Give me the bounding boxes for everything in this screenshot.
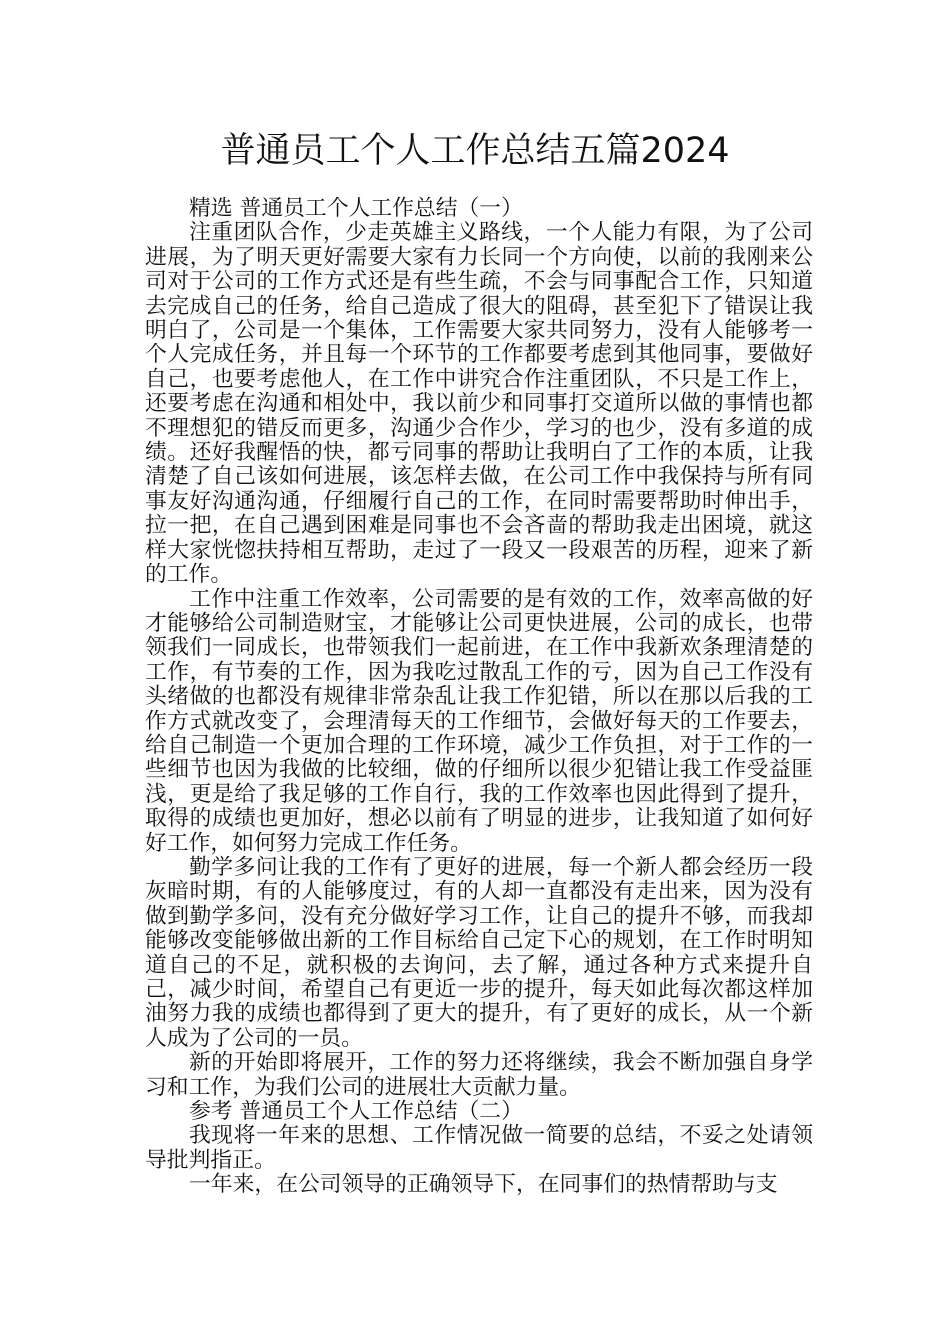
paragraph-teamwork: 注重团队合作，少走英雄主义路线，一个人能力有限，为了公司进展，为了明天更好需要大家有力长同一个方向使，以前的我刚来公司对于公司的工作方式还是有些生疏，不会与同事配合工作，只知道去完成自己的任务，给自己造成了很大的阻碍，甚至犯下了错误让我明白了，公司是一个集体，工作需要大家共同努力，没有人能够考一个人完成任务，并且每一个环节的工作都要考虑到其他同事，要做好自己，也要考虑他人，在工作中讲究合作注重团队，不只是工作上，还要考虑在沟通和相处中，我以前少和同事打交道所以做的事情也都不理想犯的错反而更多，沟通少合作少，学习的也少，没有多道的成绩。还好我醒悟的快，都亏同事的帮助让我明白了工作的本质，让我清楚了自己该如何进展，该怎样去做，在公司工作中我保持与所有同事友好沟通沟通，仔细履行自己的工作，在同时需要帮助时伸出手，拉一把，在自己遇到困难是同事也不会吝啬的帮助我走出困境，就这样大家恍惚扶持相互帮助，走过了一段又一段艰苦的历程，迎来了新的工作。 — [145, 220, 813, 588]
paragraph-new-start: 新的开始即将展开，工作的努力还将继续，我会不断加强自身学习和工作，为我们公司的进展壮大贡献力量。 — [145, 1050, 813, 1100]
paragraph-year-review: 一年来，在公司领导的正确领导下，在同事们的热情帮助与支 — [189, 1172, 778, 1198]
paragraph-learning: 勤学多问让我的工作有了更好的进展，每一个新人都会经历一段灰暗时期，有的人能够度过，有的人却一直都没有走出来，因为没有做到勤学多问，没有充分做好学习工作，让自己的提升不够，而我却能够改变能够做出新的工作目标给自己定下心的规划，在工作时明知道自己的不足，就积极的去询问，去了解，通过各种方式来提升自己，减少时间，希望自己有更近一步的提升，每天如此每次都这样加油努力我的成绩也都得到了更大的提升，有了更好的成长，从一个新人成为了公司的一员。 — [145, 854, 813, 1051]
paragraph-efficiency: 工作中注重工作效率，公司需要的是有效的工作，效率高做的好才能够给公司制造财宝，才能够让公司更快进展，公司的成长，也带领我们一同成长，也带领我们一起前进，在工作中我新欢条理清楚的工作，有节奏的工作，因为我吃过散乱工作的亏，因为自己工作没有头绪做的也都没有规律非常杂乱让我工作犯错，所以在那以后我的工作方式就改变了，会理清每天的工作细节，会做好每天的工作要去，给自己制造一个更加合理的工作环境，减少工作负担，对于工作的一些细节也因为我做的比较细，做的仔细所以很少犯错让我工作受益匪浅，更是给了我足够的工作自行，我的工作效率也因此得到了提升，取得的成绩也更加好，想必以前有了明显的进步，让我知道了如何好好工作，如何努力完成工作任务。 — [145, 586, 813, 856]
paragraph-summary-intro: 我现将一年来的思想、工作情况做一简要的总结，不妥之处请领导批判指正。 — [145, 1123, 813, 1173]
section-heading-1: 精选 普通员工个人工作总结（一） — [189, 196, 523, 221]
document-body — [145, 197, 813, 1198]
section-heading-2: 参考 普通员工个人工作总结（二） — [189, 1099, 523, 1125]
document-title: 普通员工个人工作总结五篇2024 — [220, 131, 730, 171]
